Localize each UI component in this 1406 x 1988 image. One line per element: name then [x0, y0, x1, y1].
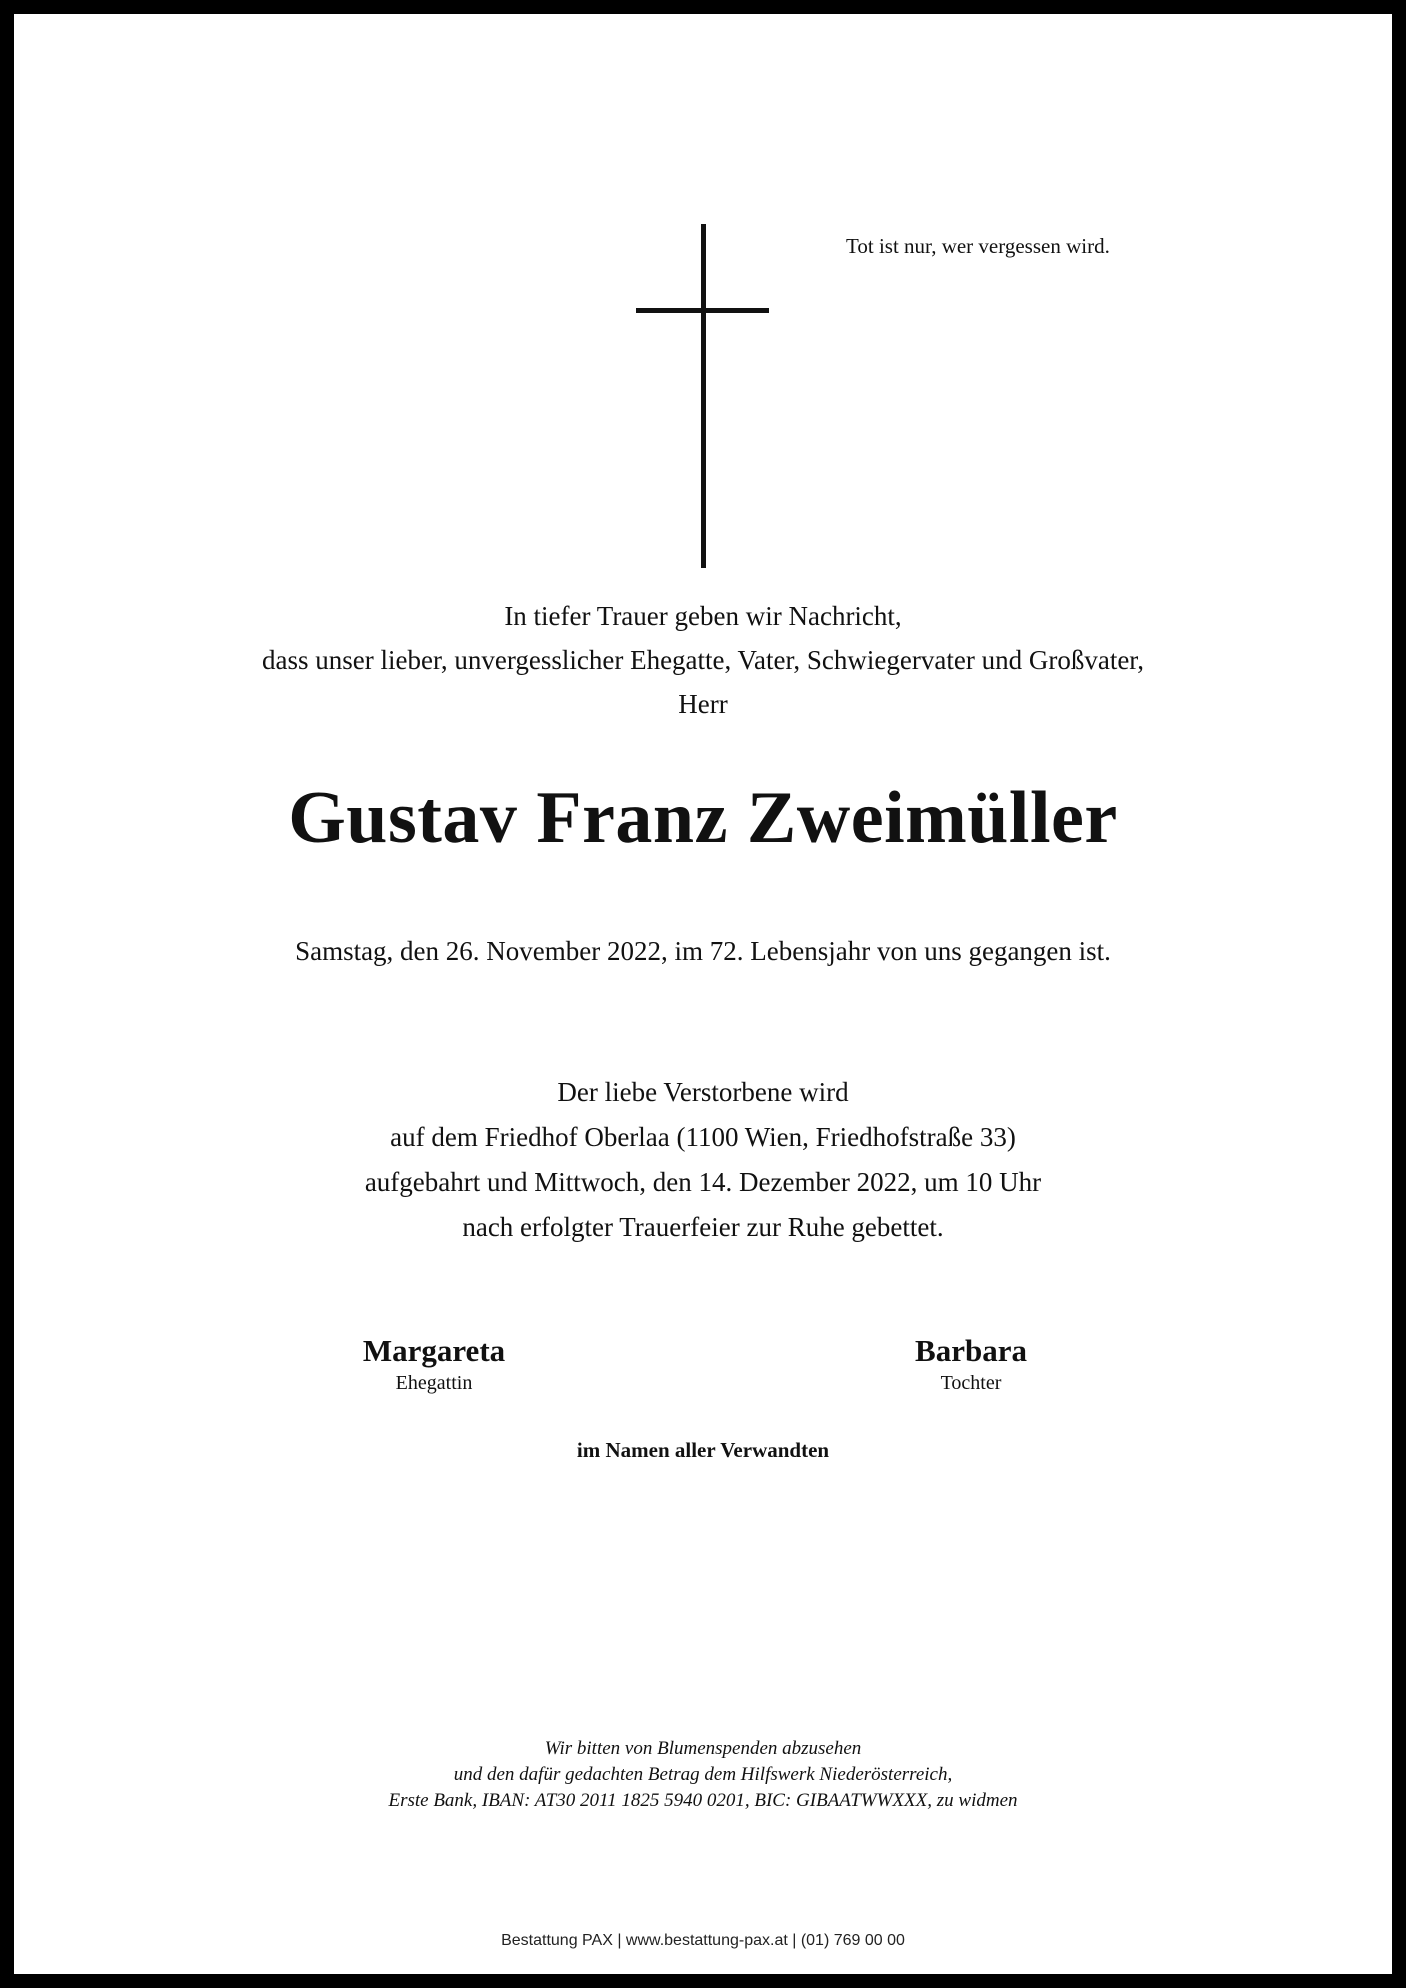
mourner-name: Margareta — [362, 1333, 506, 1368]
burial-info — [14, 1070, 1392, 1250]
relatives-line: im Namen aller Verwandten — [576, 1438, 830, 1462]
burial-line: nach erfolgter Trauerfeier zur Ruhe gebettet. — [462, 1212, 944, 1242]
burial-line: aufgebahrt und Mittwoch, den 14. Dezember 2022, um 10 Uhr — [364, 1167, 1042, 1197]
mourner — [284, 1332, 584, 1396]
footer-contact: Bestattung PAX | www.bestattung-pax.at | (01) 769 00 00 — [501, 1932, 905, 1949]
intro-line: Herr — [678, 689, 728, 719]
intro-text — [14, 594, 1392, 726]
intro-line: In tiefer Trauer geben wir Nachricht, — [504, 601, 902, 631]
burial-line: Der liebe Verstorbene wird — [557, 1077, 849, 1107]
obituary-page — [14, 14, 1392, 1974]
cross-icon-bar — [636, 308, 769, 313]
motto: Tot ist nur, wer vergessen wird. — [846, 234, 1110, 258]
intro-line: dass unser lieber, unvergesslicher Ehegatte, Vater, Schwiegervater und Großvater, — [262, 645, 1144, 675]
donation-line: Wir bitten von Blumenspenden abzusehen — [544, 1738, 862, 1759]
mourner-relation: Tochter — [940, 1372, 1002, 1394]
cross-icon — [701, 224, 706, 568]
death-notice: Samstag, den 26. November 2022, im 72. Lebensjahr von uns gegangen ist. — [295, 936, 1111, 966]
mourner — [821, 1332, 1121, 1396]
mourner-name: Barbara — [915, 1333, 1027, 1368]
mourner-relation: Ehegattin — [395, 1372, 473, 1394]
donation-request — [14, 1736, 1392, 1814]
burial-line: auf dem Friedhof Oberlaa (1100 Wien, Friedhofstraße 33) — [390, 1122, 1016, 1152]
donation-line: und den dafür gedachten Betrag dem Hilfswerk Niederösterreich, — [453, 1764, 953, 1785]
donation-line: Erste Bank, IBAN: AT30 2011 1825 5940 0201, BIC: GIBAATWWXXX, zu widmen — [388, 1790, 1018, 1811]
deceased-name: Gustav Franz Zweimüller — [288, 777, 1118, 859]
